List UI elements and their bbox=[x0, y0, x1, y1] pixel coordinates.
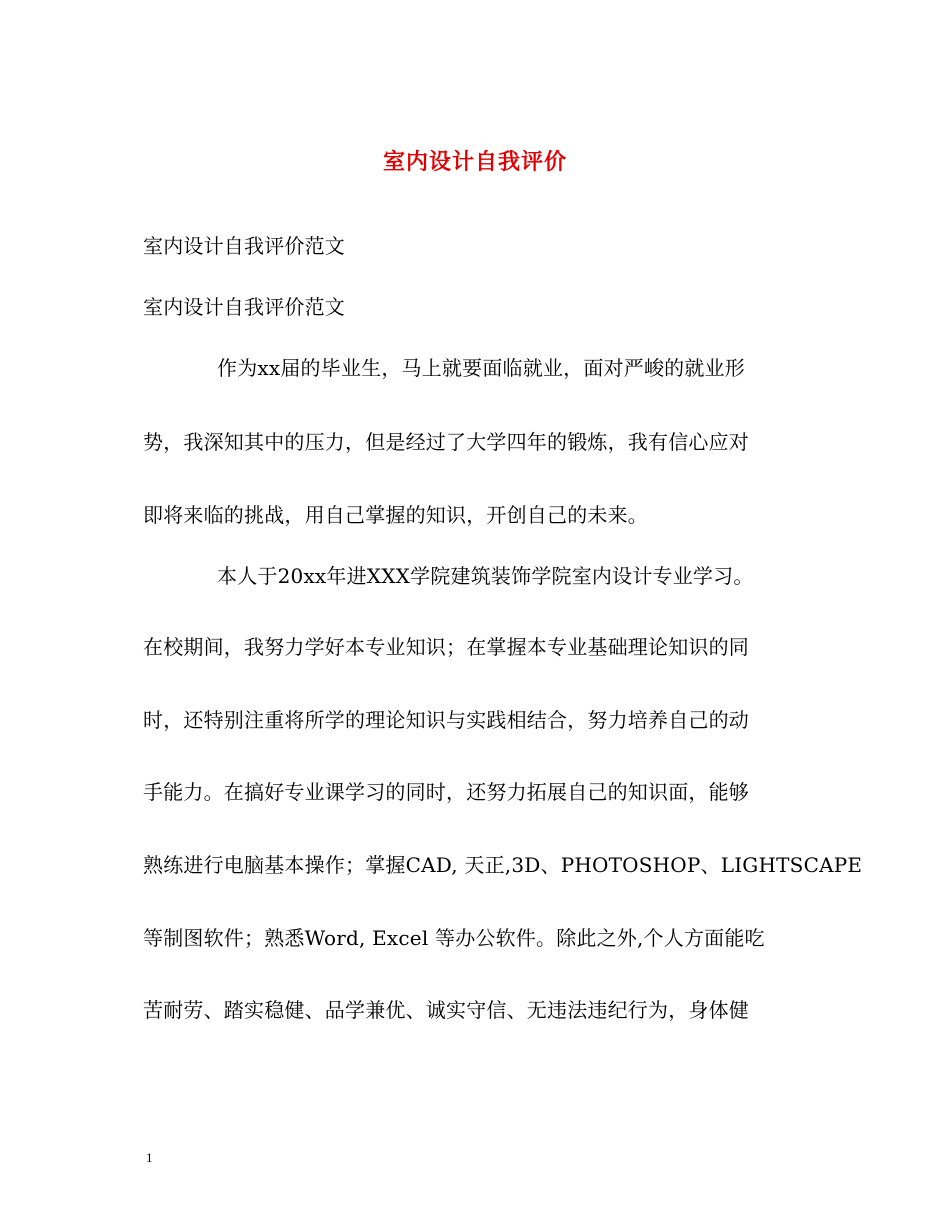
paragraph-1-line-3: 即将来临的挑战，用自己掌握的知识，开创自己的未来。 bbox=[143, 503, 648, 527]
page-number: 1 bbox=[146, 1150, 153, 1165]
paragraph-2-line-3: 时，还特别注重将所学的理论知识与实践相结合，努力培养自己的动 bbox=[143, 708, 749, 732]
paragraph-2-line-2: 在校期间，我努力学好本专业知识；在掌握本专业基础理论知识的同 bbox=[143, 635, 749, 659]
paragraph-2-line-7: 苦耐劳、踏实稳健、品学兼优、诚实守信、无违法违纪行为，身体健 bbox=[143, 998, 749, 1022]
document-title: 室内设计自我评价 bbox=[382, 149, 567, 175]
paragraph-1-line-1: 作为xx届的毕业生，马上就要面临就业，面对严峻的就业形 bbox=[217, 356, 745, 380]
subheading-1: 室内设计自我评价范文 bbox=[143, 234, 345, 258]
paragraph-2-line-6: 等制图软件；熟悉Word, Excel 等办公软件。除此之外,个人方面能吃 bbox=[143, 926, 765, 950]
paragraph-2-line-5: 熟练进行电脑基本操作；掌握CAD, 天正,3D、PHOTOSHOP、LIGHTSCAPE bbox=[143, 853, 863, 877]
subheading-2: 室内设计自我评价范文 bbox=[143, 295, 345, 319]
paragraph-2-line-1: 本人于20xx年进XXX学院建筑装饰学院室内设计专业学习。 bbox=[217, 564, 754, 588]
paragraph-1-line-2: 势，我深知其中的压力，但是经过了大学四年的锻炼，我有信心应对 bbox=[143, 430, 749, 454]
paragraph-2-line-4: 手能力。在搞好专业课学习的同时，还努力拓展自己的知识面，能够 bbox=[143, 780, 749, 804]
